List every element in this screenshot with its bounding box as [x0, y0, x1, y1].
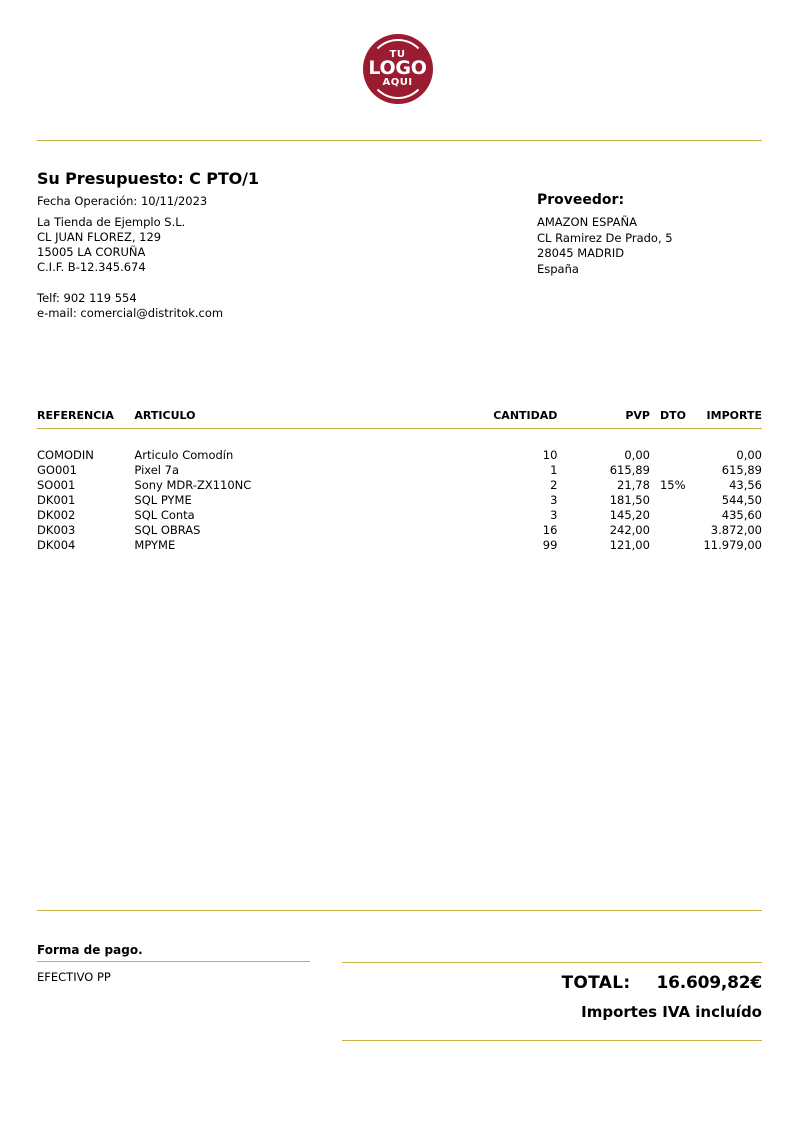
cell-cantidad: 3 — [550, 508, 558, 522]
column-header-pvp: PVP — [625, 409, 650, 422]
cell-cantidad: 10 — [542, 448, 558, 462]
cell-articulo: MPYME — [134, 538, 176, 552]
company-logo — [363, 34, 433, 104]
total-bottom-divider — [342, 1040, 762, 1041]
footer-divider — [37, 910, 762, 911]
cell-dto — [652, 463, 704, 478]
cell-cantidad: 2 — [550, 478, 558, 492]
document-date: Fecha Operación: 10/11/2023 — [37, 194, 208, 208]
total-top-divider — [342, 962, 762, 963]
cell-referencia: DK002 — [37, 508, 76, 522]
column-header-dto: DTO — [659, 409, 686, 422]
logo-container — [0, 34, 795, 104]
cell-importe: 11.979,00 — [703, 538, 762, 552]
cell-importe: 0,00 — [736, 448, 762, 462]
total-row — [562, 973, 762, 993]
header-divider — [37, 140, 762, 141]
supplier-city: 28045 MADRID — [537, 246, 625, 260]
cell-importe: 3.872,00 — [710, 523, 762, 537]
supplier-heading: Proveedor: — [537, 192, 625, 208]
cell-dto — [652, 508, 704, 523]
logo-line-2: LOGO — [368, 57, 427, 79]
vat-included-note: Importes IVA incluído — [581, 1003, 762, 1021]
table-row — [37, 523, 762, 538]
cell-importe: 544,50 — [721, 493, 762, 507]
line-items-table — [37, 409, 762, 553]
cell-articulo: Sony MDR-ZX110NC — [134, 478, 252, 492]
cell-dto — [652, 493, 704, 508]
client-street: CL JUAN FLOREZ, 129 — [37, 230, 162, 244]
logo-line-3: AQUI — [382, 77, 413, 88]
cell-pvp: 181,50 — [609, 493, 650, 507]
cell-articulo: Articulo Comodín — [134, 448, 234, 462]
document-title: Su Presupuesto: C PTO/1 — [37, 169, 259, 188]
cell-articulo: SQL PYME — [134, 493, 192, 507]
cell-referencia: DK003 — [37, 523, 76, 537]
cell-pvp: 121,00 — [609, 538, 650, 552]
cell-dto — [652, 523, 704, 538]
supplier-address-block — [537, 215, 673, 277]
supplier-name: AMAZON ESPAÑA — [537, 215, 637, 229]
cell-importe: 435,60 — [721, 508, 762, 522]
contact-phone: Telf: 902 119 554 — [37, 291, 137, 305]
payment-underline — [37, 961, 310, 962]
table-body — [37, 426, 762, 553]
column-header-referencia: REFERENCIA — [37, 409, 114, 422]
table-row — [37, 463, 762, 478]
cell-pvp: 145,20 — [609, 508, 650, 522]
total-label: TOTAL: — [561, 973, 631, 993]
cell-cantidad: 99 — [542, 538, 558, 552]
cell-dto: 15% — [659, 478, 686, 492]
cell-articulo: SQL Conta — [134, 508, 195, 522]
cell-cantidad: 16 — [542, 523, 558, 537]
cell-pvp: 615,89 — [609, 463, 650, 477]
column-header-cantidad: CANTIDAD — [493, 409, 558, 422]
cell-pvp: 0,00 — [624, 448, 650, 462]
column-header-articulo: ARTICULO — [134, 409, 196, 422]
cell-articulo: Pixel 7a — [134, 463, 180, 477]
client-city: 15005 LA CORUÑA — [37, 245, 146, 259]
cell-importe: 43,56 — [729, 478, 762, 492]
contact-block — [37, 291, 223, 321]
payment-method-value: EFECTIVO PP — [37, 970, 111, 984]
cell-dto — [652, 538, 704, 553]
column-header-importe: IMPORTE — [706, 409, 762, 422]
cell-referencia: GO001 — [37, 463, 77, 477]
table-row — [37, 508, 762, 523]
cell-referencia: COMODIN — [37, 448, 94, 462]
table-header-row — [37, 409, 762, 426]
logo-line-1: TU — [389, 49, 406, 60]
supplier-street: CL Ramirez De Prado, 5 — [537, 230, 673, 245]
table-row — [37, 538, 762, 553]
table-row — [37, 493, 762, 508]
payment-method-label: Forma de pago. — [37, 943, 143, 957]
table-row — [37, 478, 762, 493]
cell-referencia: DK004 — [37, 538, 76, 552]
cell-importe: 615,89 — [721, 463, 762, 477]
client-tax-id: C.I.F. B-12.345.674 — [37, 260, 146, 274]
contact-email: e-mail: comercial@distritok.com — [37, 306, 224, 320]
cell-pvp: 242,00 — [609, 523, 650, 537]
cell-articulo: SQL OBRAS — [134, 523, 201, 537]
cell-referencia: SO001 — [37, 478, 76, 492]
cell-cantidad: 1 — [550, 463, 558, 477]
cell-dto — [652, 448, 704, 463]
cell-pvp: 21,78 — [617, 478, 650, 492]
table-row — [37, 448, 762, 463]
supplier-country: España — [537, 261, 579, 276]
client-name: La Tienda de Ejemplo S.L. — [37, 215, 186, 229]
cell-referencia: DK001 — [37, 493, 76, 507]
client-address-block — [37, 215, 185, 275]
cell-cantidad: 3 — [550, 493, 558, 507]
total-value: 16.609,82€ — [656, 973, 762, 993]
table-top-spacer — [37, 426, 762, 448]
